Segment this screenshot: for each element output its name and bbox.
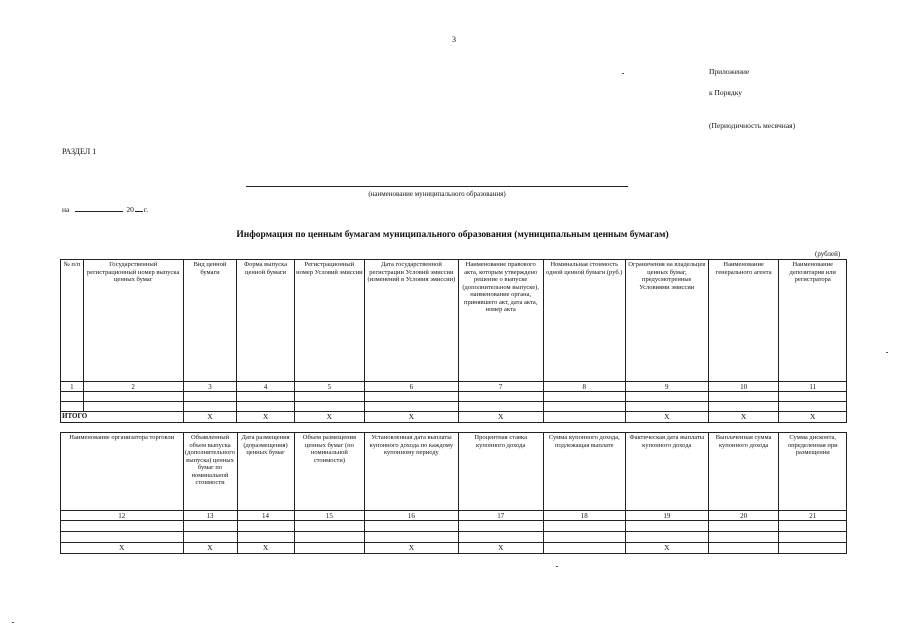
blank-cell (294, 402, 365, 412)
x-cell: X (183, 543, 237, 554)
blank-cell (625, 532, 708, 543)
header-cell: Дата государственной регистрации Условий эмиссии (изменений в Условия эмиссии) (365, 260, 458, 382)
blank-cell (61, 392, 84, 402)
securities-table-part-2 (60, 432, 847, 554)
blank-cell (183, 521, 237, 532)
blank-cell (543, 532, 625, 543)
column-number: 2 (83, 382, 183, 392)
x-cell (779, 543, 847, 554)
blank-cell (83, 402, 183, 412)
header-cell: Наименование генерального агента (708, 260, 779, 382)
column-number: 8 (543, 382, 625, 392)
x-cell: X (237, 543, 294, 554)
blank-cell (779, 521, 847, 532)
column-number: 19 (625, 511, 708, 521)
table2-x-row (61, 543, 847, 554)
header-cell: Дата размещения (доразмещения) ценных бумаг (237, 433, 294, 511)
header-cell: Сумма купонного дохода, подлежащая выплате (543, 433, 625, 511)
table2-header-row (61, 433, 847, 511)
blank-cell (183, 392, 237, 402)
blank-cell (61, 521, 184, 532)
blank-cell (779, 402, 847, 412)
blank-cell (779, 532, 847, 543)
blank-cell (365, 521, 458, 532)
blank-cell (625, 402, 708, 412)
column-number: 13 (183, 511, 237, 521)
x-cell (294, 543, 365, 554)
total-cell: X (183, 412, 237, 423)
blank-cell (365, 392, 458, 402)
blank-cell (237, 392, 294, 402)
header-cell: Наименование депозитария или регистратора (779, 260, 847, 382)
column-number: 12 (61, 511, 184, 521)
table2-blank-row (61, 521, 847, 532)
appendix-title: Приложение (709, 67, 750, 76)
header-cell: Объем размещения ценных бумаг (по номинальной стоимости) (294, 433, 365, 511)
blank-cell (183, 532, 237, 543)
appendix-subtitle: к Порядку (709, 88, 742, 97)
header-cell: № п/п (61, 260, 84, 382)
column-number: 20 (708, 511, 779, 521)
x-cell (708, 543, 779, 554)
column-number: 6 (365, 382, 458, 392)
column-number: 21 (779, 511, 847, 521)
blank-cell (543, 402, 625, 412)
blank-cell (625, 521, 708, 532)
column-number: 18 (543, 511, 625, 521)
blank-cell (779, 392, 847, 402)
column-number: 10 (708, 382, 779, 392)
column-number: 11 (779, 382, 847, 392)
total-cell: X (458, 412, 543, 423)
scan-speck (622, 73, 624, 74)
column-number: 3 (183, 382, 237, 392)
table1-total-row (61, 412, 847, 423)
total-cell: X (294, 412, 365, 423)
total-cell: X (708, 412, 779, 423)
header-cell: Выплаченная сумма купонного дохода (708, 433, 779, 511)
column-number: 1 (61, 382, 84, 392)
total-cell: X (237, 412, 294, 423)
securities-table-part-1 (60, 259, 847, 423)
header-cell: Государственный регистрационный номер выпуска ценных бумаг (83, 260, 183, 382)
blank-cell (61, 532, 184, 543)
x-cell (543, 543, 625, 554)
section-title: РАЗДЕЛ 1 (62, 147, 97, 156)
blank-cell (543, 521, 625, 532)
date-year-prefix: 20 (126, 205, 134, 214)
total-cell: X (365, 412, 458, 423)
blank-cell (365, 402, 458, 412)
date-blank (75, 210, 123, 212)
scan-speck (556, 566, 558, 567)
blank-cell (458, 402, 543, 412)
blank-cell (83, 392, 183, 402)
column-number: 9 (625, 382, 708, 392)
x-cell: X (458, 543, 543, 554)
blank-cell (708, 402, 779, 412)
blank-cell (708, 521, 779, 532)
column-number: 7 (458, 382, 543, 392)
blank-cell (708, 532, 779, 543)
header-cell: Вид ценной бумаги (183, 260, 237, 382)
header-cell: Форма выпуска ценной бумаги (237, 260, 294, 382)
blank-cell (625, 392, 708, 402)
header-cell: Наименование организатора торговли (61, 433, 184, 511)
x-cell: X (365, 543, 458, 554)
blank-cell (237, 521, 294, 532)
header-cell: Объявленный объем выпуска (дополнительного выпуска) ценных бумаг по номинальной стоимости (183, 433, 237, 511)
blank-cell (708, 392, 779, 402)
blank-cell (237, 402, 294, 412)
total-cell: X (779, 412, 847, 423)
municipality-caption: (наименование муниципального образования) (368, 190, 506, 198)
blank-cell (458, 392, 543, 402)
blank-cell (458, 532, 543, 543)
blank-cell (543, 392, 625, 402)
header-cell: Установленная дата выплаты купонного дохода по каждому купонному периоду (365, 433, 458, 511)
scan-speck (12, 622, 14, 623)
blank-cell (294, 392, 365, 402)
blank-cell (183, 402, 237, 412)
periodicity-note: (Периодичность месячная) (709, 121, 796, 130)
column-number: 14 (237, 511, 294, 521)
date-year-suffix: г. (143, 205, 148, 214)
municipality-underline (246, 186, 628, 187)
form-title: Информация по ценным бумагам муниципального образования (муниципальным ценным бумагам) (236, 230, 669, 240)
unit-label: (рублей) (815, 250, 841, 258)
blank-cell (61, 402, 84, 412)
header-cell: Номинальная стоимость одной ценной бумаги (руб.) (543, 260, 625, 382)
column-number: 15 (294, 511, 365, 521)
table1-blank-row (61, 392, 847, 402)
blank-cell (294, 532, 365, 543)
total-cell: X (625, 412, 708, 423)
header-cell: Наименование правового акта, которым утверждено решение о выпуске (дополнительном выпуске), наименование органа, принявшего акт, дата акта, номер акта (458, 260, 543, 382)
blank-cell (365, 532, 458, 543)
header-cell: Сумма дисконта, определенная при размещении (779, 433, 847, 511)
blank-cell (237, 532, 294, 543)
date-prefix: на (62, 205, 70, 214)
total-cell (543, 412, 625, 423)
x-cell: X (61, 543, 184, 554)
year-blank (135, 210, 143, 212)
blank-cell (294, 521, 365, 532)
x-cell: X (625, 543, 708, 554)
header-cell: Процентная ставка купонного дохода (458, 433, 543, 511)
header-cell: Ограничения на владельцев ценных бумаг, предусмотренные Условиями эмиссии (625, 260, 708, 382)
total-label: ИТОГО (61, 412, 184, 423)
column-number: 17 (458, 511, 543, 521)
table1-number-row (61, 382, 847, 392)
table2-number-row (61, 511, 847, 521)
column-number: 4 (237, 382, 294, 392)
scan-speck (886, 352, 888, 353)
blank-cell (458, 521, 543, 532)
column-number: 16 (365, 511, 458, 521)
header-cell: Регистрационный номер Условий эмиссии (294, 260, 365, 382)
table1-blank-row (61, 402, 847, 412)
page-number: 3 (452, 35, 456, 44)
table1-header-row (61, 260, 847, 382)
table2-blank-row (61, 532, 847, 543)
header-cell: Фактическая дата выплаты купонного дохода (625, 433, 708, 511)
column-number: 5 (294, 382, 365, 392)
report-date-line (62, 205, 148, 214)
